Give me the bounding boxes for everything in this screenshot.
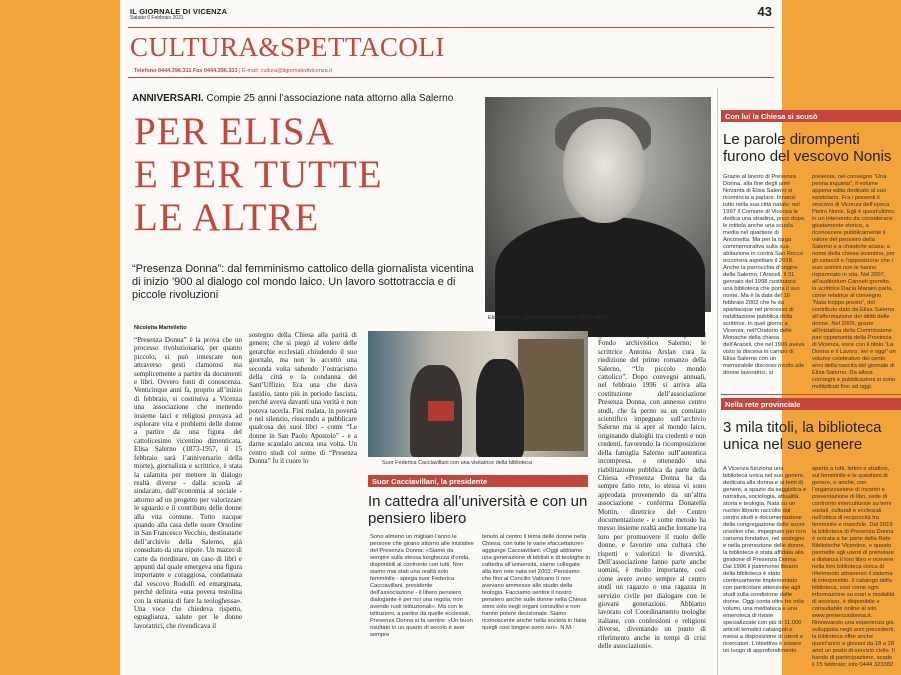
- rete-headline: 3 mila titoli, la biblioteca unica nel suo genere: [723, 419, 882, 453]
- section-email: | E-mail: cultura@ilgiornaledivicenza.it: [239, 68, 333, 74]
- section-contacts: [134, 68, 332, 74]
- portrait-face: [563, 119, 645, 223]
- elisa-salerno-portrait: [485, 97, 711, 312]
- suor-text-column-2: tenuto al centro il tema delle donne nella Chiesa, con tutte le varie sfaccettature» aggiunge Cacciavillani. «Oggi abbiamo una generazione di biblisti e di teologhe in cattedra all’università, siamo collegate alla loro rete nata nel 2003. Pensiamo che fino al Concilio Vaticano II non avevano ammesse allo studio della teologia. Facciamo sentire il nostro pensiero anche sulle donne nella Chiesa sono solo negli organi consultivi e non hanno potere decisionale. Siamo riconoscente anche nella società in Italia quegli così longevi sono rari». N.M.: [482, 534, 590, 631]
- chiesa-text-column-2: presenta, nel convegno “Una penna inquieta”, il volume appena edito dedicato al suo epistolario. Fra i presenti il vescovo di Vicenza dell’epoca Pietro Nonis. Egli è quest’ultimo, in un intervento da considerarsi giustamente storico, a riconoscere pubblicamente il valore del pensiero della Salerno e a chiederle scusa, a nome della chiesa vicentina, per gli ostacoli e l’opposizione che i suoi uomini non le hanno risparmiato in vita. Nel 2007, all’auditorium Canneti gremito, la scrittrice Dacia Maraini parla, come relatrice al convegno “Nata troppo presto”, del contributo dato da Elisa Salerno all’affermazione dei diritti delle donne. Nel 2009, grazie all’iniziativa della Commissione pari opportunità della Provincia di Vicenza, esce con il titolo “La Donna e il Lavoro, ieri e oggi” un volume celebrativo dei cento anni della nascita del giornale di Elisa Salerno. Da allora convegni e pubblicazioni si sono moltiplicati fino ad oggi.: [812, 174, 896, 390]
- headline-line-1: PER ELISA: [134, 110, 335, 153]
- suor-text-column-1: Sono almeno un migliaio l’anno le persone che girano attorno alle iniziative del Presenza Donna: «Siamo da sempre sulla stessa lunghezza d’onda, disponibili al confronto con tutti. Non siamo mai stati una realtà solo femminile - spiega suor Federica Cacciavillani, presidente dell’associazione - il libero pensiero dialogante è per noi una regola, non avendo ruoli istituzionali». Ma con le istituzioni, a partire da quelle ecclesiali, Presenza Donna si fa sentire: «Un buon risultato in un quarto di secolo è aver sempre: [370, 534, 474, 638]
- newspaper-page: [120, 0, 896, 675]
- library-photo-caption: Suor Federica Cacciavillani con una visitatrice della biblioteca: [382, 460, 533, 466]
- lead-kicker: [132, 93, 453, 104]
- lead-headline: [134, 110, 474, 239]
- page-number: 43: [757, 4, 772, 19]
- issue-date: Sabato 6 Febbraio 2021: [130, 15, 184, 21]
- section-title: CULTURA&SPETTACOLI: [130, 32, 445, 62]
- newspaper-name: IL GIORNALE DI VICENZA: [130, 7, 228, 16]
- chiesa-headline: Le parole dirompenti furono del vescovo Nonis: [723, 131, 892, 165]
- book: [428, 401, 454, 421]
- lead-body-column-1: “Presenza Donna” è la prova che un processo rivoluzionario, per quanto piccolo, si può innescare non attraverso gesti clamorosi ma semplicemente a partire da documenti e libri. Ovvero fonti di conoscenza. Venticinque anni fa, proprio all’inizio di febbraio, si costituiva a Vicenza una associazione che mettendo insieme laici e religiosi provava ad esplorare vita e problemi delle donne a partire da una figura del cattolicesimo vicentino dimenticata. Elisa Salerno (1873-1957, il 15 febbraio sarà l’anniversario della morte), giornalista e scrittrice, è stata la calamita per mettere in dialogo realtà diverse - dalla scuola al sindacato, dall’economia al sociale - attorno ad un progetto per valorizzare le sguardo e il contributo delle donne alla vita comune. Tutto nacque quando alla casa delle suore Orsoline in San Francesco Vecchio, destinatarie dell’archivio della Salerno, già consultato da una nipote. Un mazzo di carte da riordinare, un caso di libri e appunti dal quale emergeva una figura importante e coraggiosa, condannata dal vescovo Rodolfi ed emarginata, perché definita «una povera testolina con la smania di fare la teologhessa». Una voce che chiedeva rispetto, eguaglianza, salute per le donne lavoratrici, che rivendicava il: [134, 336, 242, 630]
- section-rule-top: [128, 27, 774, 28]
- rete-text-column-2: aperto a tutti, lettori e studiosi, sul femminile e le questioni di genere, e anche, con l’organizzazione di incontri e presentazione di libri, sede di confronto interculturale su temi sociali, culturali e ecclesiali, nell’ottica di reciprocità tra femminile e maschile. Dal 2019 la biblioteca di Presenza Donna è entrata a far parte della Rete Biblioteche Vicentine, e questo permette agli utenti di prenotare a distanza il loro libro e ricevere nella loro biblioteca civica di riferimento attraverso il sistema di interprestito. Il catalogo della biblioteca, così come ogni informazione su orari e modalità di accesso, è disponibile e consultabile online al sito www.presenzadonna.it. Rinnovando una esperienza già sviluppata negli anni precedenti, la biblioteca offre anche quest’anno a giovani da 18 a 28 anni un posto di servizio civile. Il bando di partecipazione, scade il 15 febbraio; info 0444 323382: [812, 466, 895, 668]
- headline-line-3: LE ALTRE: [134, 196, 320, 239]
- portrait-caption: Elisa Salerno, giornalista e scrittrice (1873-1957): [488, 315, 607, 321]
- rete-section-label: Nella rete provinciale: [721, 398, 901, 410]
- lead-standfirst: “Presenza Donna”: dal femminismo cattolico della giornalista vicentina di inizio ’900 al dialogo col mondo laico. Un lavoro sottotraccia e di piccole rivoluzioni: [132, 263, 474, 301]
- kicker-text: Compie 25 anni l’associazione nata attorno alla Salerno: [203, 93, 454, 104]
- rete-text-column-1: A Vicenza funziona una biblioteca unica nel suo genere, dedicata alla donna e ai temi di genere, a spazio da saggistica e narrativa, sociologia, attualità, storia e teologia. Nata su un nucleo librario raccolto dal centro studi e documentazione della congregazione delle suore orsoline che, impegnate per loro carisma fondativo, nel sostegno e nella promozione delle donne, la biblioteca è stata affidata alla gestione di Presenza Donna. Dal 1996 il patrimonio librario della biblioteca è stato continuamente implementato con particolare attenzione agli studi sulla condizione delle donne. Oggi conta oltre tre mila volumi, una mediateca e una emeroteca di riviste specializzate con più di 11.000 articoli tematici catalogati e messi a disposizione di utenti e ricercatori. L’obiettivo è essere un luogo di approfondimento: [723, 466, 807, 654]
- suor-headline: In cattedra all’università e con un pensiero libero: [368, 493, 588, 527]
- headline-line-2: E PER TUTTE: [134, 153, 383, 196]
- lead-body-column-3: gno sulle nuove povertà e impostò il Fondo archivistico Salerno; le scrittrice Antonia Arslan cura la riedizione del primo romanzo della Salerno, “Un piccolo mondo cattolico”. Dopo convegni annuali, nel febbraio 1996 si arriva alla costituzione dell’associazione Presenza Donna, con annesso centro studi, che fa perno su un comitato scientifico impegnato sull’archivio Salerno ma si apre al mondo laico, originando dialoghi tra credenti e non credenti, favorendo la ricomposizione della famiglia Salerno sull’autentica incompresa, e ottenendo una riabilitazione pubblica da parte della Chiesa. «Presenza Donna ha da sempre fatto rete, io stessa vi sono approdata provenendo da un’altra associazione - conferma Donatella Mottin, direttrice del Centro documentazione - e come metodo ha messo insieme realtà anche lontane tra loro per promuovere il ruolo delle donne, e favorire una cultura che rispetti e valorizzi le diversità. Dell’associazione fanno parte anche uomini, è molto importante, così come avere avuto sempre al centro studi un ragazzo o una ragazza in servizio civile per dialogare con le giovani generazioni. Abbiamo lavorato col Coordinamento teologhe italiane, con confessioni e religioni diverse, diventando un punto di riferimento anche in tempi di crisi delle associazioni».: [598, 331, 706, 651]
- chiesa-text-column-1: Grazie al lavoro di Presenza Donna, alla fine degli anni Novanta di Elisa Salerno si ricomincia a parlare. Innanzi tutto nella sua città natale: nel 1997 il Comune di Vicenza le dedica una stradina, poco dopo, le intitola anche una scuola media nel quartiere di Anconetta. Ma per la targa commemorativa sulla sua abitazione in contrà San Rocco occorrerà aspettare il 2018. Anche la parrocchia d’origine della Salerno, l’Araceli, il 31 gennaio del 1998 costituisce una biblioteca che porta il suo nome. Ma è la data del 16 febbraio 2002 che fa da spartiacque nel processo di riabilitazione pubblica della scrittrice. In quel giorno a Vicenza, nell’Oratorio delle Monache della chiesa dell’Araceli, che nel 1906 aveva visto la discesa in campo di Elisa Salerno con un memorabile discorso rivolto alle donne lavoratrici, si: [723, 174, 806, 376]
- chiesa-section-label: Con lui la Chiesa si scusò: [721, 110, 901, 122]
- person-right: [476, 359, 524, 457]
- column-divider: [717, 88, 718, 675]
- lead-body-column-2: sostegno della Chiesa alla parità di genere; che si piegò al volere delle gerarchie ecclesiali chiudendo il suo giornale, ma non lo accettò una seconda volta subendo l’ostracismo della città e la condanna del Sant’Uffizio. Era una che dava fastidio, tanto più in periodo fascista, perché aveva davanti una verità e non poteva tacerla. Finì malata, in povertà e nel silenzio, riuscendo a pubblicare qualcosa dei suoi libri - come “Le donne in San Paolo Apostolo” - e a darne scandalo ancora una volta. Un centro studi col nome di “Presenza Donna” fu il cuore lo: [249, 331, 357, 466]
- library-photo: [368, 331, 588, 457]
- section-rule-bottom: [128, 77, 774, 78]
- bookshelf: [518, 339, 584, 451]
- section-phone: Telefono 0444.396.311 Fax 0444.396.333: [134, 68, 238, 74]
- sidebar-rule: [721, 394, 901, 395]
- kicker-label: ANNIVERSARI.: [132, 93, 204, 104]
- suor-section-label: Suor Cacciavillani, la presidente: [368, 475, 588, 487]
- lead-byline: Nicoletta Martelletto: [134, 325, 187, 331]
